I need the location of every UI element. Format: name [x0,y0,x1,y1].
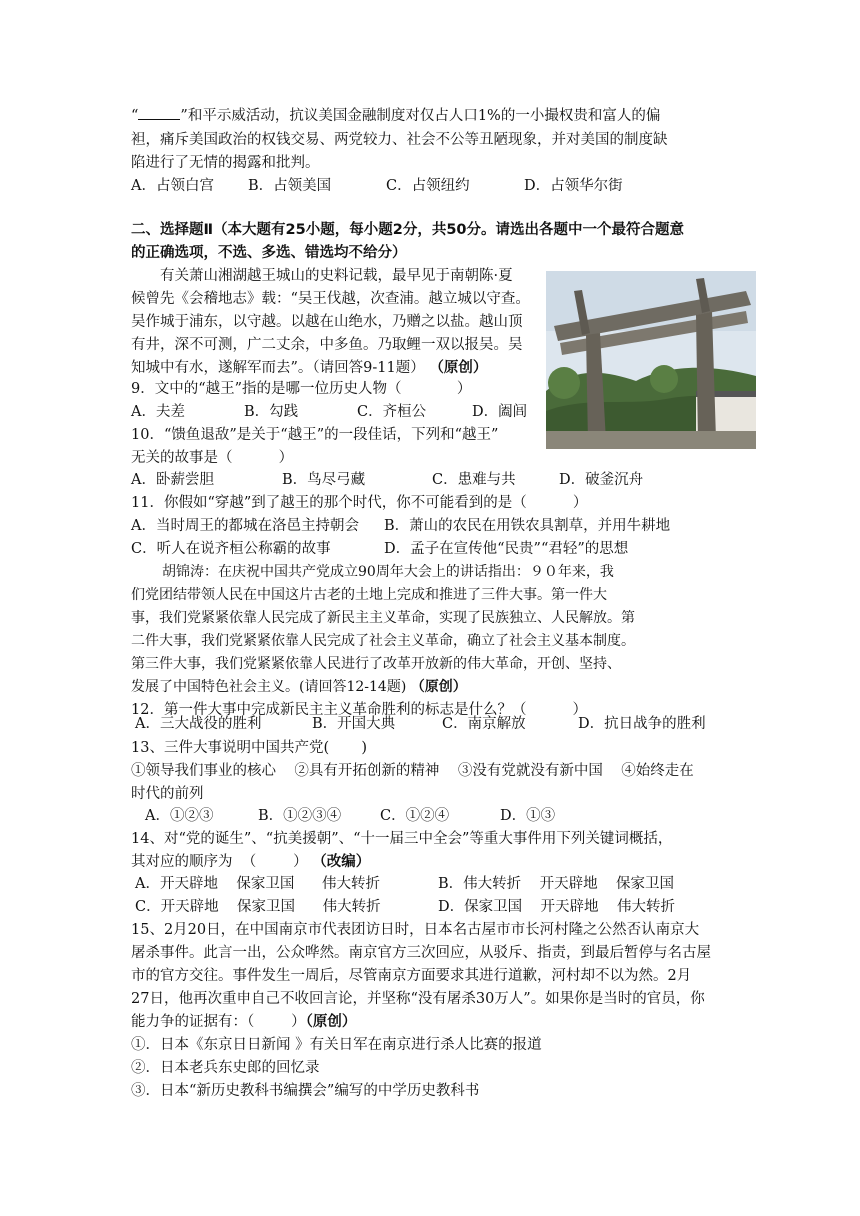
q13-items-2: 时代的前列 [131,786,204,802]
intro-option-b: B．占领美国 [248,178,332,194]
q14-tag: （改编） [312,853,371,870]
passage1-line-1: 有关萧山湘湖越王城山的史料记载，最早见于南朝陈·夏 [160,268,513,284]
q15-line-3: 市的官方交往。事件发生一周后，尽管南京方面要求其进行道歉，河村却不以为然。2月 [131,968,692,984]
q11-option-c: C．听人在说齐桓公称霸的故事 [131,541,331,557]
passage2-line-3: 事，我们党紧紧依靠人民完成了新民主主义革命，实现了民族独立、人民解放。第 [131,610,635,626]
passage2-tag: （原创） [410,679,467,695]
q10-option-c: C．患难与共 [432,472,516,488]
q15-line-5-text: 能力争的证据有：（ ） [131,1014,306,1030]
q15-item-1: ①．日本《东京日日新闻 》有关日军在南京进行杀人比赛的报道 [131,1037,542,1053]
intro-option-a: A．占领白宫 [131,178,214,194]
passage2-line-1: 胡锦涛：在庆祝中国共产党成立90周年大会上的讲话指出：９０年来，我 [162,564,614,580]
intro-line-1-text: ”和平示威活动，抗议美国金融制度对仅占人口1%的一小撮权贵和富人的偏 [180,108,661,124]
q12-option-c: C．南京解放 [442,716,526,732]
q14-option-a: A．开天辟地 保家卫国 伟大转折 [135,876,381,892]
q13-stem: 13、三件大事说明中国共产党( ) [131,740,368,756]
intro-line-2: 袒，痛斥美国政治的权钱交易、两党较力、社会不公等丑陋现象，并对美国的制度缺 [131,132,668,148]
q15-line-2: 屠杀事件。此言一出，公众哗然。南京官方三次回应，从驳斥、指责，到最后暂停与名古屋 [131,945,711,961]
q11-option-b: B．萧山的农民在用铁农具割草，并用牛耕地 [384,518,671,534]
blank-underline [138,107,180,120]
q12-option-b: B．开国大典 [312,716,396,732]
q13-items-1: ①领导我们事业的核心 ②具有开拓创新的精神 ③没有党就没有新中国 ④始终走在 [131,763,694,779]
q9-option-d: D．阖闾 [472,404,528,420]
q14-stem-2-text: 其对应的顺序为 （ ） [131,854,308,870]
q10-option-b: B．鸟尽弓藏 [282,472,366,488]
passage1-line-2: 候曾先《会稽地志》载：“吴王伐越，次查浦。越立城以守查。 [131,291,530,307]
q9-option-a: A．夫差 [131,404,185,420]
q15-item-3: ③．日本“新历史教科书编撰会”编写的中学历史教科书 [131,1083,480,1099]
q14-stem-1: 14、对“党的诞生”、“抗美援朝”、“十一届三中全会”等重大事件用下列关键词概括， [131,831,673,847]
q13-option-c: C．①②④ [380,808,450,824]
passage2-line-5: 第三件大事，我们党紧紧依靠人民进行了改革开放新的伟大革命，开创、坚持、 [131,656,621,672]
q9-stem: 9．文中的“越王”指的是哪一位历史人物（ ） [131,381,472,397]
intro-line-3: 陷进行了无情的揭露和批判。 [131,155,320,171]
q10-option-d: D．破釜沉舟 [559,472,644,488]
intro-option-d: D．占领华尔街 [524,178,623,194]
q9-option-b: B．勾践 [244,404,299,420]
q10-stem-2: 无关的故事是（ ） [131,450,294,466]
passage1-line-5 [131,358,487,378]
q15-line-4: 27日，他再次重申自己不收回言论，并坚称“没有屠杀30万人”。如果你是当时的官员，你 [131,991,705,1007]
q15-tag: （原创） [305,1013,357,1030]
q10-option-a: A．卧薪尝胆 [131,472,214,488]
passage1-line-3: 吴作城于浦东，以守越。以越在山绝水，乃赠之以盐。越山顶 [131,314,523,330]
q13-option-b: B．①②③④ [258,808,342,824]
intro-quote-open: “ [131,108,139,124]
q11-stem: 11．你假如“穿越”到了越王的那个时代，你不可能看到的是（ ） [131,495,588,511]
section-title-line-2: 的正确选项，不选、多选、错选均不给分） [131,245,407,261]
passage2-line-2: 们党团结带领人民在中国这片古老的土地上完成和推进了三件大事。第一件大 [131,587,607,603]
stone-archway-photo [546,271,756,449]
q9-option-c: C．齐桓公 [357,404,427,420]
archway-illustration [546,271,756,449]
q10-stem-1: 10．“馈鱼退敌”是关于“越王”的一段佳话，下列和“越王” [131,427,499,443]
q12-stem: 12．第一件大事中完成新民主主义革命胜利的标志是什么？（ ） [131,702,588,718]
intro-line-1 [131,106,660,126]
q13-option-d: D．①③ [500,808,556,824]
q13-option-a: A．①②③ [145,808,214,824]
q12-option-d: D．抗日战争的胜利 [578,716,706,732]
q14-option-d: D．保家卫国 开天辟地 伟大转折 [438,899,675,915]
passage1-tag: （原创） [429,359,488,376]
section-title-line-1: 二、选择题Ⅱ（本大题有25小题，每小题2分，共50分。请选出各题中一个最符合题意 [131,222,684,238]
q15-line-1: 15、2月20日，在中国南京市代表团访日时，日本名古屋市市长河村隆之公然否认南京大 [131,922,700,938]
passage1-line-4: 有井，深不可测，广二丈余，中多鱼。乃取鲤一双以报吴。吴 [131,337,523,353]
q12-option-a: A．三大战役的胜利 [135,716,262,732]
passage2-line-6-text: 发展了中国特色社会主义。(请回答12-14题) [131,679,407,695]
q14-option-c: C．开天辟地 保家卫国 伟大转折 [135,899,381,915]
passage2-line-6 [131,677,467,697]
q15-line-5 [131,1012,356,1032]
passage2-line-4: 二件大事，我们党紧紧依靠人民完成了社会主义革命，确立了社会主义基本制度。 [131,633,635,649]
q11-option-d: D．孟子在宣传他“民贵”“君轻”的思想 [384,541,629,557]
passage1-line-5-text: 知城中有水，遂解军而去”。（请回答9-11题） [131,360,425,376]
intro-option-c: C．占领纽约 [386,178,470,194]
q11-option-a: A．当时周王的都城在洛邑主持朝会 [131,518,359,534]
q14-stem-2 [131,852,370,872]
q14-option-b: B．伟大转折 开天辟地 保家卫国 [438,876,675,892]
q15-item-2: ②．日本老兵东史郎的回忆录 [131,1060,320,1076]
